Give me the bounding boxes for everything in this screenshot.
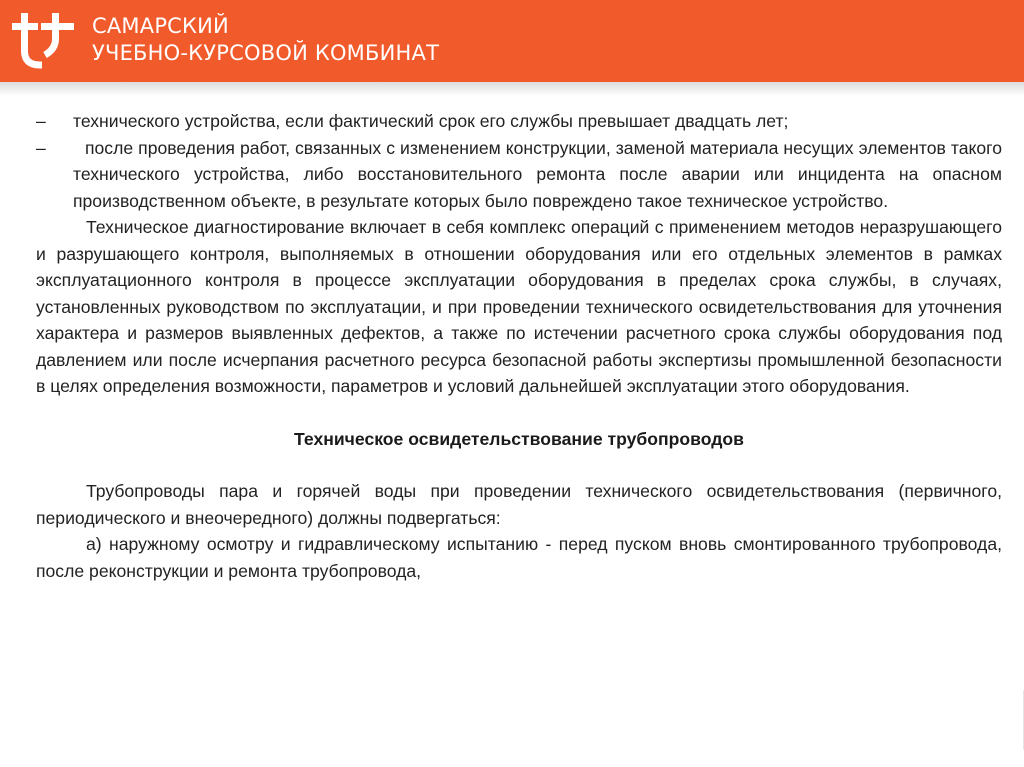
tt-plus-logo-icon (12, 9, 78, 71)
paragraph-item-a: а) наружному осмотру и гидравлическому испытанию - перед пуском вновь смонтированного трубопровода, после реконструкции и ремонта трубопровода, (36, 534, 1002, 581)
header-bar (0, 0, 1024, 82)
list-item-text: после проведения работ, связанных с изменением конструкции, заменой материала несущих элементов такого технического устройства, либо восстановительного ремонта после аварии или инцидента на опасном производственном объекте, в результате которых было повреждено такое техническое устройство. (73, 137, 1002, 211)
document-body (36, 108, 1002, 584)
org-name (92, 13, 439, 67)
dash-marker: – (36, 111, 46, 131)
org-name-line1: САМАРСКИЙ (92, 14, 229, 38)
list-item (36, 108, 1002, 135)
paragraph-diagnostics: Техническое диагностирование включает в себя комплекс операций с применением методов неразрушающего и разрушающего контроля, выполняемых в отношении оборудования или его отдельных элементов в рамках эксплуатационного контроля в процессе эксплуатации оборудования в пределах срока службы, в случаях, установленных руководством по эксплуатации, и при проведении технического освидетельствования для уточнения характера и размеров выявленных дефектов, а также по истечении расчетного срока службы оборудования под давлением или после исчерпания расчетного ресурса безопасной работы экспертизы промышленной безопасности в целях определения возможности, параметров и условий дальнейшей эксплуатации этого оборудования. (36, 217, 1002, 396)
section-heading: Техническое освидетельствование трубопроводов (294, 428, 744, 449)
paragraph-pipelines: Трубопроводы пара и горячей воды при проведении технического освидетельствования (первичного, периодического и внеочередного) должны подвергаться: (36, 481, 1002, 528)
list-item (36, 135, 1002, 215)
list-item-text: технического устройства, если фактический срок его службы превышает двадцать лет; (73, 111, 789, 131)
org-name-line2: УЧЕБНО-КУРСОВОЙ КОМБИНАТ (92, 41, 440, 65)
dash-marker: – (36, 137, 46, 158)
header-shadow (0, 82, 1024, 96)
